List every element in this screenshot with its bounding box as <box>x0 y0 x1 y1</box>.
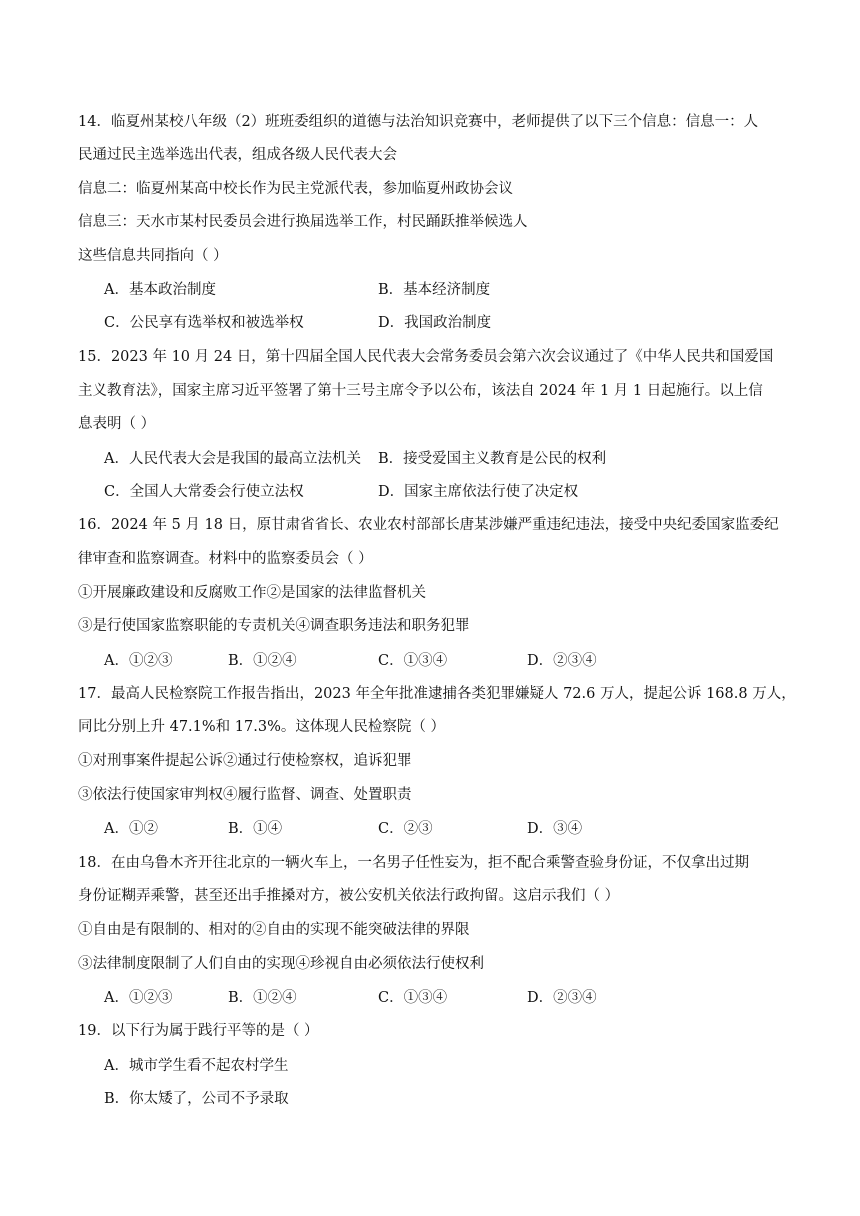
question-15-line-3: 息表明（ ） <box>78 416 156 432</box>
question-15-option-b: B．接受爱国主义教育是公民的权利 <box>378 451 607 467</box>
question-18-line-3: ①自由是有限制的、相对的②自由的实现不能突破法律的界限 <box>78 922 470 938</box>
question-17-option-d: D．③④ <box>527 821 583 837</box>
question-17-line-2: 同比分别上升 47.1%和 17.3%。这体现人民检察院（ ） <box>78 719 445 735</box>
question-16-line-1: 16．2024 年 5 月 18 日，原甘肃省省长、农业农村部部长唐某涉嫌严重违纪违法，接受中央纪委国家监委纪 <box>78 517 779 533</box>
question-14-option-d: D．我国政治制度 <box>378 315 492 331</box>
question-16-line-2: 律审查和监察调查。材料中的监察委员会（ ） <box>78 551 373 567</box>
question-17-line-4: ③依法行使国家审判权④履行监督、调查、处置职责 <box>78 787 412 803</box>
question-18-option-c: C．①③④ <box>378 990 448 1006</box>
question-14-line-5: 这些信息共同指向（ ） <box>78 248 228 264</box>
question-19-option-a: A．城市学生看不起农村学生 <box>104 1058 289 1074</box>
question-15-option-a: A．人民代表大会是我国的最高立法机关 <box>104 451 361 467</box>
question-19-option-b: B．你太矮了，公司不予录取 <box>104 1091 289 1107</box>
question-18-option-b: B．①②④ <box>228 990 297 1006</box>
question-14-line-1: 14．临夏州某校八年级（2）班班委组织的道德与法治知识竞赛中，老师提供了以下三个信息：信息一：人 <box>78 114 759 130</box>
question-16-option-b: B．①②④ <box>228 653 297 669</box>
question-16-line-4: ③是行使国家监察职能的专责机关④调查职务违法和职务犯罪 <box>78 618 470 634</box>
question-14-line-3: 信息二：临夏州某高中校长作为民主党派代表，参加临夏州政协会议 <box>78 181 513 197</box>
question-17-line-1: 17．最高人民检察院工作报告指出，2023 年全年批准逮捕各类犯罪嫌疑人 72.6 万人，提起公诉 168.8 万人， <box>78 686 796 702</box>
question-14-option-a: A．基本政治制度 <box>104 282 216 298</box>
question-16-option-a: A．①②③ <box>104 653 173 669</box>
question-14-line-2: 民通过民主选举选出代表，组成各级人民代表大会 <box>78 147 397 163</box>
question-15-option-d: D．国家主席依法行使了决定权 <box>378 484 579 500</box>
question-19-line-1: 19．以下行为属于践行平等的是（ ） <box>78 1023 319 1039</box>
question-18-option-d: D．②③④ <box>527 990 597 1006</box>
question-18-line-4: ③法律制度限制了人们自由的实现④珍视自由必须依法行使权利 <box>78 956 484 972</box>
question-15-line-2: 主义教育法》，国家主席习近平签署了第十三号主席令予以公布，该法自 2024 年 1 月 1 日起施行。以上信 <box>78 383 763 399</box>
question-16-option-d: D．②③④ <box>527 653 597 669</box>
question-17-line-3: ①对刑事案件提起公诉②通过行使检察权，追诉犯罪 <box>78 753 412 769</box>
question-18-line-2: 身份证糊弄乘警，甚至还出手推搡对方，被公安机关依法行政拘留。这启示我们（ ） <box>78 888 620 904</box>
question-14-option-b: B．基本经济制度 <box>378 282 491 298</box>
question-18-line-1: 18．在由乌鲁木齐开往北京的一辆火车上，一名男子任性妄为，拒不配合乘警查验身份证，不仅拿出过期 <box>78 855 749 871</box>
question-17-option-c: C．②③ <box>378 821 433 837</box>
question-18-option-a: A．①②③ <box>104 990 173 1006</box>
question-17-option-a: A．①② <box>104 821 158 837</box>
question-16-line-3: ①开展廉政建设和反腐败工作②是国家的法律监督机关 <box>78 585 426 601</box>
question-15-option-c: C．全国人大常委会行使立法权 <box>104 484 304 500</box>
question-16-option-c: C．①③④ <box>378 653 448 669</box>
question-14-option-c: C．公民享有选举权和被选举权 <box>104 315 304 331</box>
question-14-line-4: 信息三：天水市某村民委员会进行换届选举工作，村民踊跃推举候选人 <box>78 214 528 230</box>
question-15-line-1: 15．2023 年 10 月 24 日，第十四届全国人民代表大会常务委员会第六次会议通过了《中华人民共和国爱国 <box>78 349 774 365</box>
question-17-option-b: B．①④ <box>228 821 283 837</box>
